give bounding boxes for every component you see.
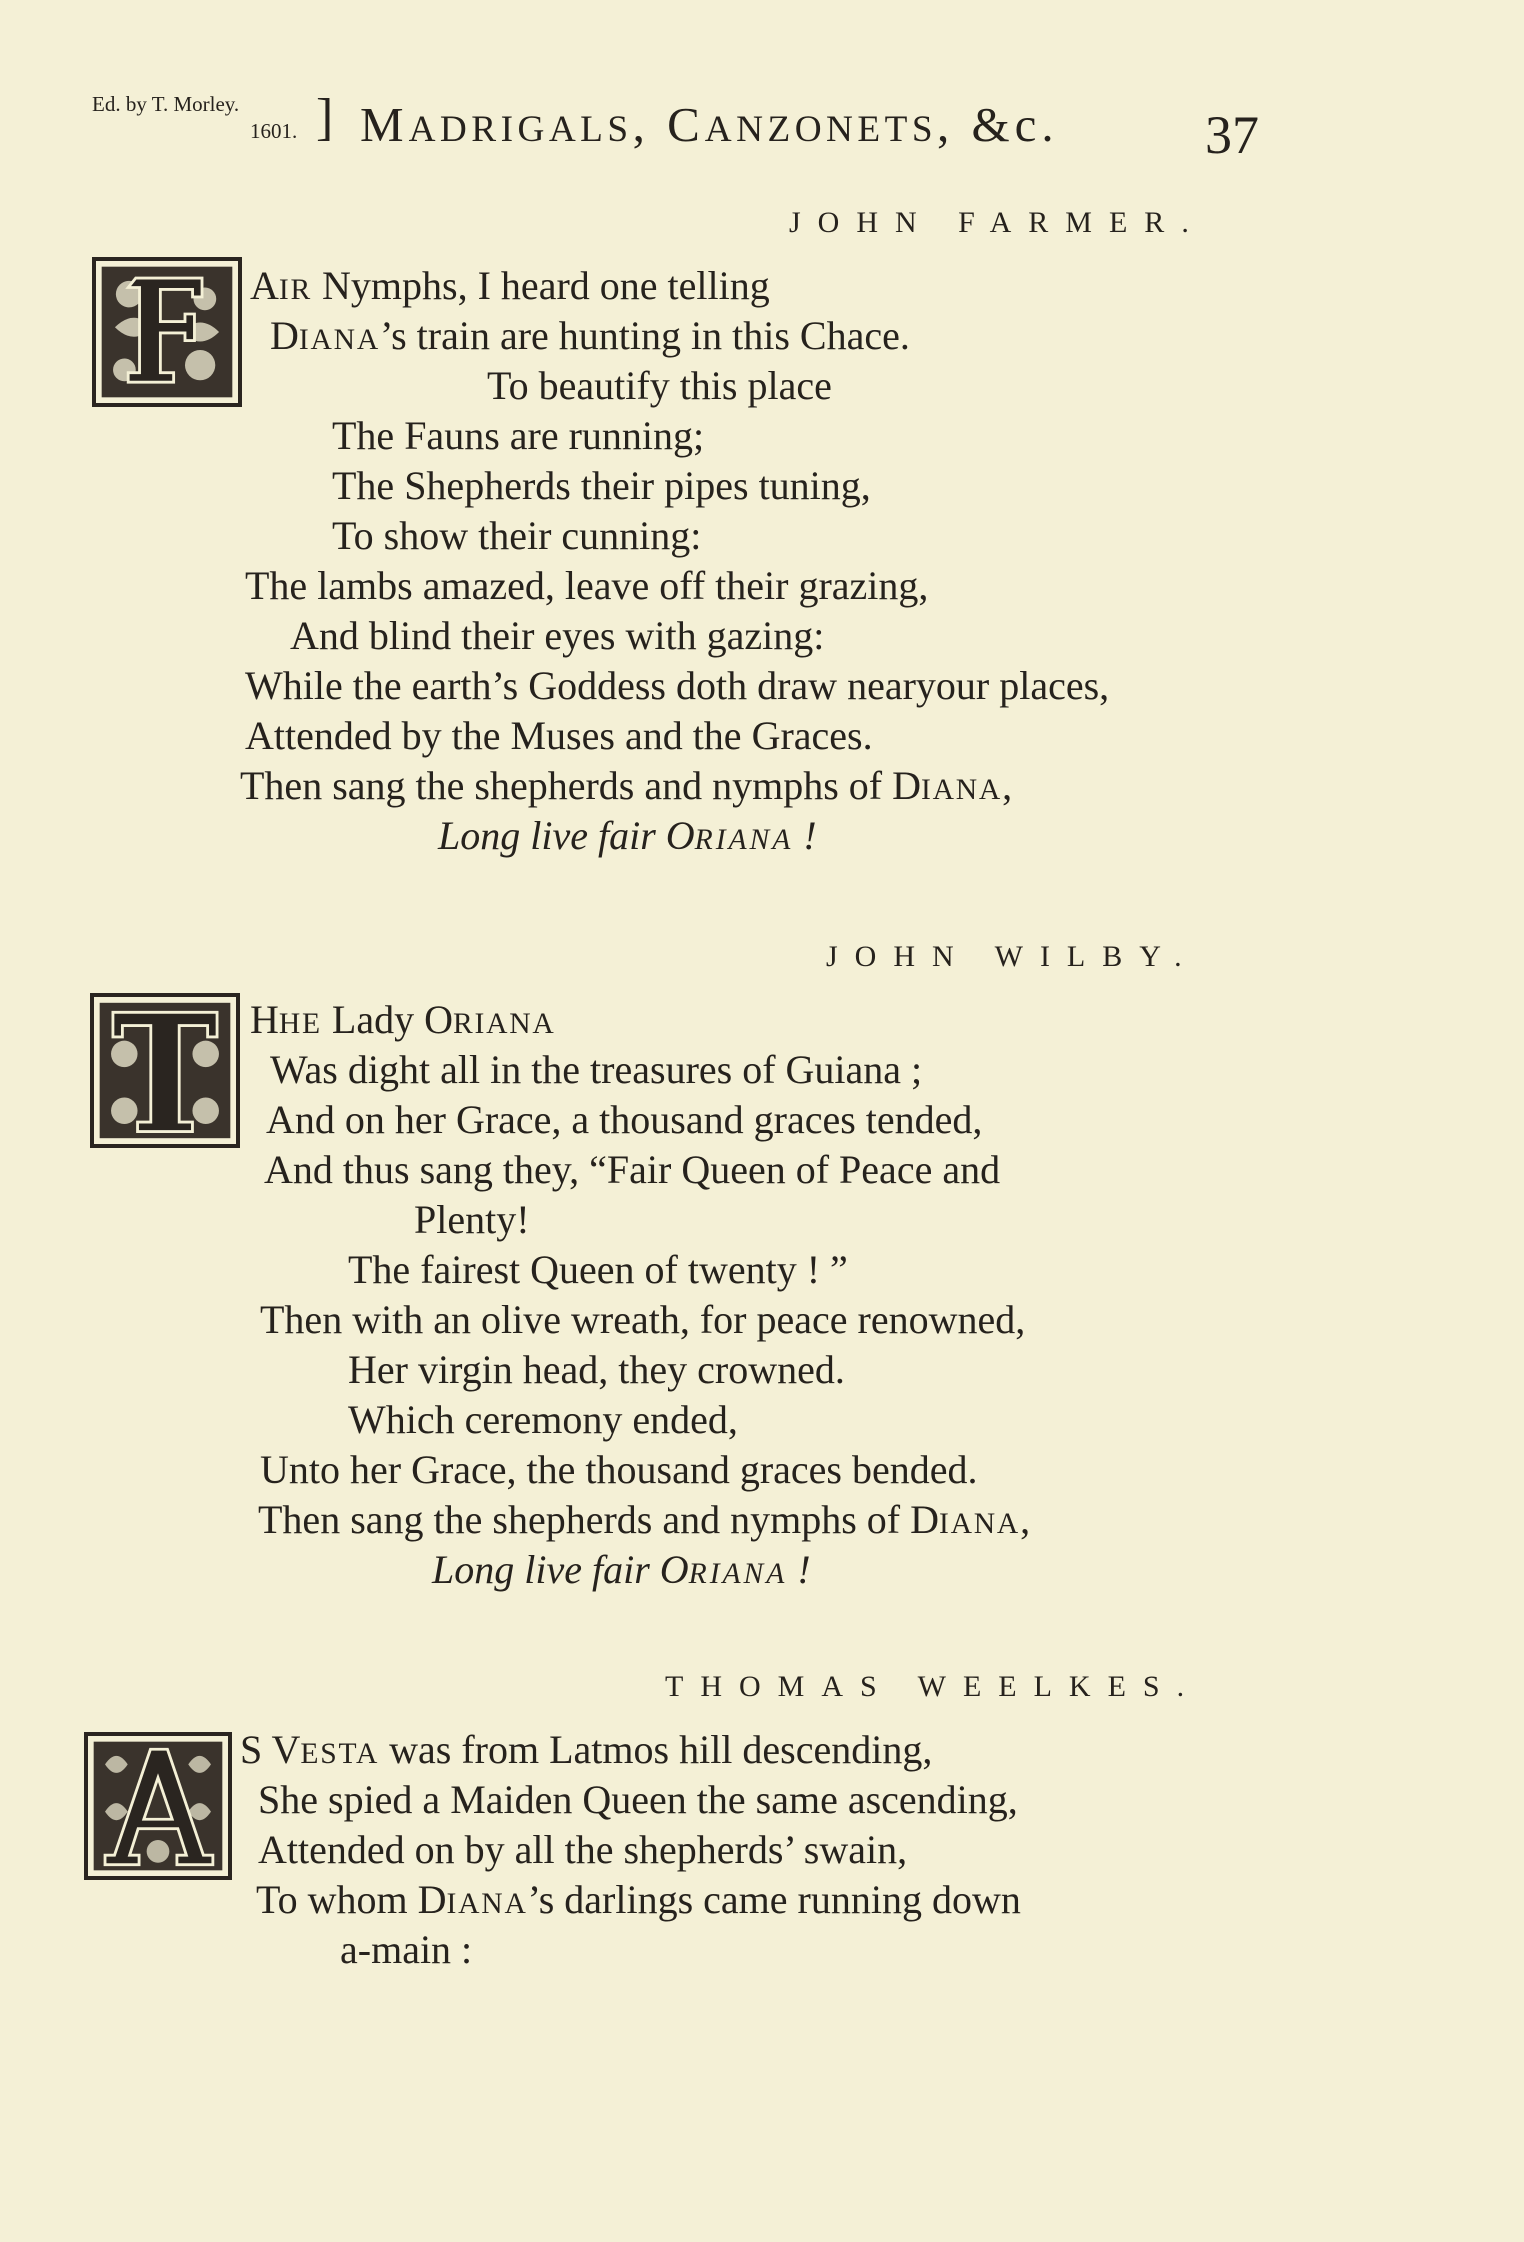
verse-line xyxy=(290,613,825,658)
verse-text: Was dight all in the treasures of Guiana ; xyxy=(270,1047,923,1092)
verse-text: The fairest Queen of twenty ! ” xyxy=(348,1247,848,1292)
verse-line xyxy=(432,1547,811,1592)
author-john-farmer: JOHN FARMER. xyxy=(789,206,1206,239)
verse-line xyxy=(340,1927,473,1972)
verse-text: IANA xyxy=(298,324,380,356)
verse-text: IR xyxy=(278,274,313,306)
verse-line xyxy=(270,313,910,358)
verse-line xyxy=(332,413,705,458)
verse-text: Attended on by all the shepherds’ swain, xyxy=(258,1827,908,1872)
verse-line xyxy=(348,1247,848,1292)
author-thomas-weelkes: THOMAS WEELKES. xyxy=(665,1670,1202,1703)
verse-text: HE xyxy=(278,1008,322,1040)
verse-line xyxy=(332,513,702,558)
verse-line xyxy=(256,1877,1021,1922)
verse-text: To show their cunning: xyxy=(332,513,702,558)
verse-text xyxy=(695,813,794,858)
verse-smallcaps: RIANA xyxy=(694,824,794,856)
verse-line xyxy=(487,363,832,408)
verse-text: And on her Grace, a thousand graces tended, xyxy=(266,1097,983,1142)
verse-smallcaps: RIANA xyxy=(688,1558,788,1590)
bracket: ] xyxy=(316,89,334,146)
verse-line xyxy=(332,463,871,508)
verse-text: ESTA xyxy=(300,1738,380,1770)
verse-text: O xyxy=(424,997,453,1042)
title-c: C xyxy=(667,97,705,152)
verse-text: While the earth’s Goddess doth draw nearyour places, xyxy=(245,663,1110,708)
drop-cap-a xyxy=(84,1732,232,1880)
verse-line xyxy=(260,1297,1026,1342)
verse-text: O xyxy=(659,1547,689,1592)
verse-text: ! xyxy=(793,813,817,858)
title-madrigals: ADRIGALS xyxy=(408,109,633,150)
running-title xyxy=(360,97,1059,152)
verse-text: Which ceremony ended, xyxy=(348,1397,738,1442)
floral-initial-a-icon xyxy=(88,1736,228,1876)
verse-text: To beautify this place xyxy=(487,363,832,408)
verse-text: She spied a Maiden Queen the same ascending, xyxy=(258,1777,1018,1822)
title-sep: , xyxy=(632,97,668,152)
verse-text: a-main : xyxy=(340,1927,473,1972)
verse-text: RIANA xyxy=(452,1008,556,1040)
verse-text: was from Latmos hill descending, xyxy=(379,1727,933,1772)
verse-text: Long live fair xyxy=(432,1547,660,1592)
verse-line xyxy=(348,1397,738,1442)
verse-line xyxy=(258,1497,1031,1542)
title-canzonets: ANZONETS xyxy=(704,109,938,150)
verse-line xyxy=(258,1827,908,1872)
verse-line xyxy=(348,1347,845,1392)
verse-line xyxy=(260,1447,978,1492)
verse-line xyxy=(258,1777,1018,1822)
verse-line xyxy=(270,1047,923,1092)
verse-line xyxy=(250,997,556,1042)
verse-text: S xyxy=(240,1727,272,1772)
verse-text: Lady xyxy=(321,997,425,1042)
verse-text: , xyxy=(1020,1497,1031,1542)
verse-line xyxy=(245,563,929,608)
verse-text: And thus sang they, “Fair Queen of Peace and xyxy=(264,1147,1001,1192)
verse-text: And blind their eyes with gazing: xyxy=(290,613,825,658)
verse-line xyxy=(240,763,1013,808)
editor-note-text: Ed. by T. Morley. xyxy=(92,92,240,116)
verse-text: Then sang the shepherds and nymphs of xyxy=(240,763,893,808)
verse-text: Then with an olive wreath, for peace renowned, xyxy=(260,1297,1026,1342)
verse-text: D xyxy=(417,1877,447,1922)
verse-text: IANA xyxy=(938,1508,1021,1540)
verse-text xyxy=(689,1547,788,1592)
verse-text: The Fauns are running; xyxy=(332,413,705,458)
verse-line xyxy=(438,813,817,858)
verse-line xyxy=(245,663,1110,708)
author-john-wilby: JOHN WILBY. xyxy=(826,940,1199,973)
verse-text: O xyxy=(665,813,695,858)
floral-initial-f-icon xyxy=(96,261,238,403)
verse-text: Long live fair xyxy=(438,813,666,858)
verse-text: D xyxy=(892,763,921,808)
verse-text: D xyxy=(270,313,299,358)
year-note: 1601. xyxy=(250,119,298,143)
verse-text: The lambs amazed, leave off their grazing, xyxy=(245,563,929,608)
verse-text: To whom xyxy=(256,1877,418,1922)
verse-text: Then sang the shepherds and nymphs of xyxy=(258,1497,911,1542)
floral-initial-t-icon xyxy=(94,997,236,1144)
page-number: 37 xyxy=(1205,105,1259,165)
verse-line xyxy=(414,1197,530,1242)
drop-cap-f xyxy=(92,257,242,407)
verse-line xyxy=(266,1097,983,1142)
verse-text: The Shepherds their pipes tuning, xyxy=(332,463,871,508)
verse-text: Nymphs, I heard one telling xyxy=(312,263,770,308)
verse-text: ’s train are hunting in this Chace. xyxy=(379,313,910,358)
verse-text: V xyxy=(271,1727,301,1772)
verse-text: , xyxy=(1002,763,1013,808)
verse-text: ’s darlings came running down xyxy=(527,1877,1021,1922)
verse-text: IANA xyxy=(446,1888,528,1920)
verse-line xyxy=(245,713,873,758)
verse-text: IANA xyxy=(920,774,1003,806)
verse-line xyxy=(240,1727,933,1772)
verse-text: Attended by the Muses and the Graces. xyxy=(245,713,873,758)
verse-text: ! xyxy=(787,1547,811,1592)
title-etc: , &c. xyxy=(937,97,1059,152)
title-m: M xyxy=(360,97,409,152)
editor-note xyxy=(92,94,239,115)
verse-text: Unto her Grace, the thousand graces bended. xyxy=(260,1447,978,1492)
verse-line xyxy=(264,1147,1001,1192)
drop-cap-t xyxy=(90,993,240,1148)
verse-line xyxy=(250,263,770,308)
verse-text: Her virgin head, they crowned. xyxy=(348,1347,845,1392)
verse-capital: H xyxy=(250,997,279,1042)
verse-text: D xyxy=(910,1497,939,1542)
verse-text: Plenty! xyxy=(414,1197,530,1242)
verse-capital: A xyxy=(250,263,279,308)
